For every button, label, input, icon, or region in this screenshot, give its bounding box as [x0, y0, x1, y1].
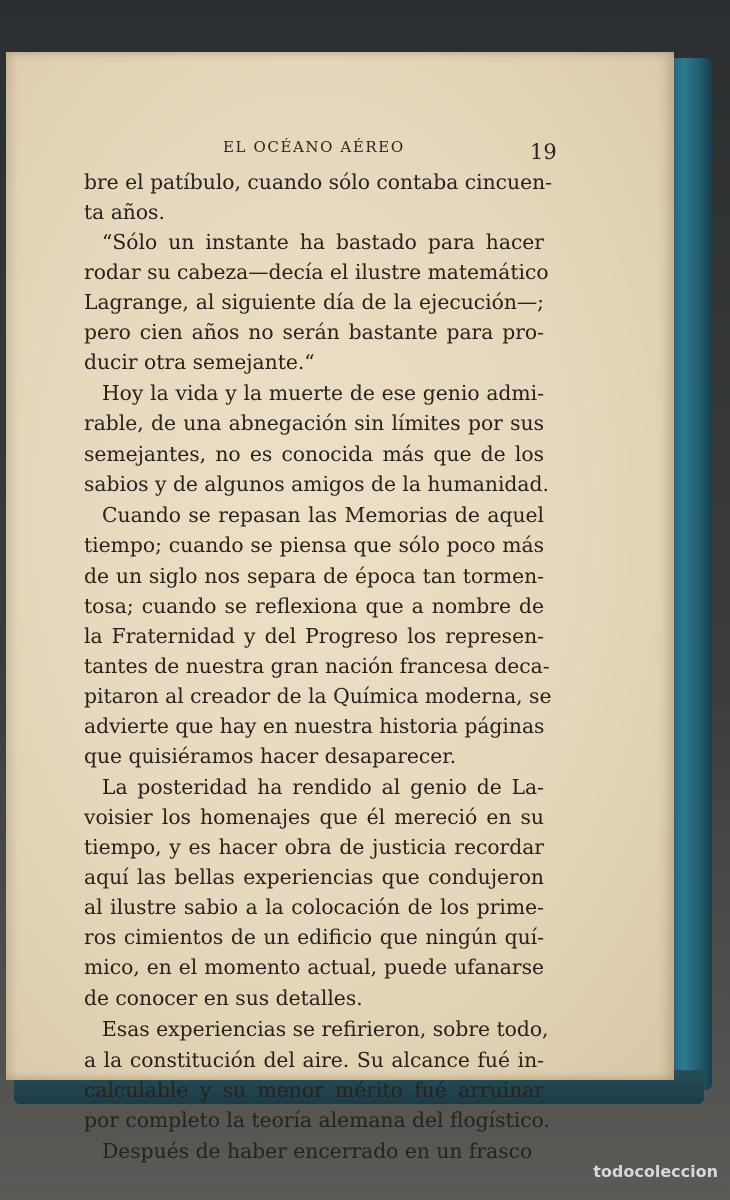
text-line: a la constitución del aire. Su alcance fué in- [84, 1048, 544, 1072]
text-line: Cuando se repasan las Memorias de aquel [102, 503, 544, 527]
text-line: bre el patíbulo, cuando sólo contaba cincuen- [84, 170, 553, 194]
text-line: aquí las bellas experiencias que condujeron [84, 865, 544, 889]
text-line: mico, en el momento actual, puede ufanarse [84, 955, 544, 979]
text-line: voisier los homenajes que él mereció en su [84, 805, 544, 829]
text-line: de conocer en sus detalles. [84, 986, 363, 1010]
text-line: La posteridad ha rendido al genio de La- [102, 775, 544, 799]
text-line: rable, de una abnegación sin límites por sus [84, 411, 544, 435]
text-line: tosa; cuando se reflexiona que a nombre de [84, 594, 544, 618]
watermark [548, 1162, 718, 1192]
text-line: por completo la teoría alemana del flogístico. [84, 1108, 550, 1132]
text-line: la Fraternidad y del Progreso los represen- [84, 624, 544, 648]
text-line: advierte que hay en nuestra historia páginas [84, 714, 545, 738]
text-line: ta años. [84, 200, 165, 224]
text-line: Después de haber encerrado en un frasco [102, 1139, 533, 1163]
text-line: pero cien años no serán bastante para pro- [84, 320, 544, 344]
text-line: rodar su cabeza—decía el ilustre matemático [84, 260, 549, 284]
page-number: 19 [530, 140, 557, 164]
text-line: al ilustre sabio a la colocación de los prime- [84, 895, 544, 919]
watermark-logo: todocoleccion [593, 1162, 718, 1181]
text-line: “Sólo un instante ha bastado para hacer [102, 230, 544, 254]
book-spine [668, 58, 712, 1090]
text-line: tiempo; cuando se piensa que sólo poco más [84, 533, 544, 557]
running-head: EL OCÉANO AÉREO [223, 138, 405, 156]
text-line: de un siglo nos separa de época tan tormen- [84, 564, 544, 588]
text-line: Lagrange, al siguiente día de la ejecución—; [84, 290, 544, 314]
text-line: tiempo, y es hacer obra de justicia recordar [84, 835, 544, 859]
text-line: ros cimientos de un edificio que ningún quí- [84, 925, 544, 949]
text-line: semejantes, no es conocida más que de los [84, 442, 544, 466]
text-line: sabios y de algunos amigos de la humanidad. [84, 472, 549, 496]
text-line: Esas experiencias se refirieron, sobre todo, [102, 1017, 549, 1041]
text-line: ducir otra semejante.“ [84, 350, 315, 374]
text-line: tantes de nuestra gran nación francesa deca- [84, 654, 550, 678]
text-line: Hoy la vida y la muerte de ese genio admi- [102, 381, 544, 405]
text-line: que quisiéramos hacer desaparecer. [84, 744, 457, 768]
text-line: pitaron al creador de la Química moderna, se [84, 684, 552, 708]
text-line: calculable y su menor mérito fué arruinar [84, 1078, 544, 1102]
